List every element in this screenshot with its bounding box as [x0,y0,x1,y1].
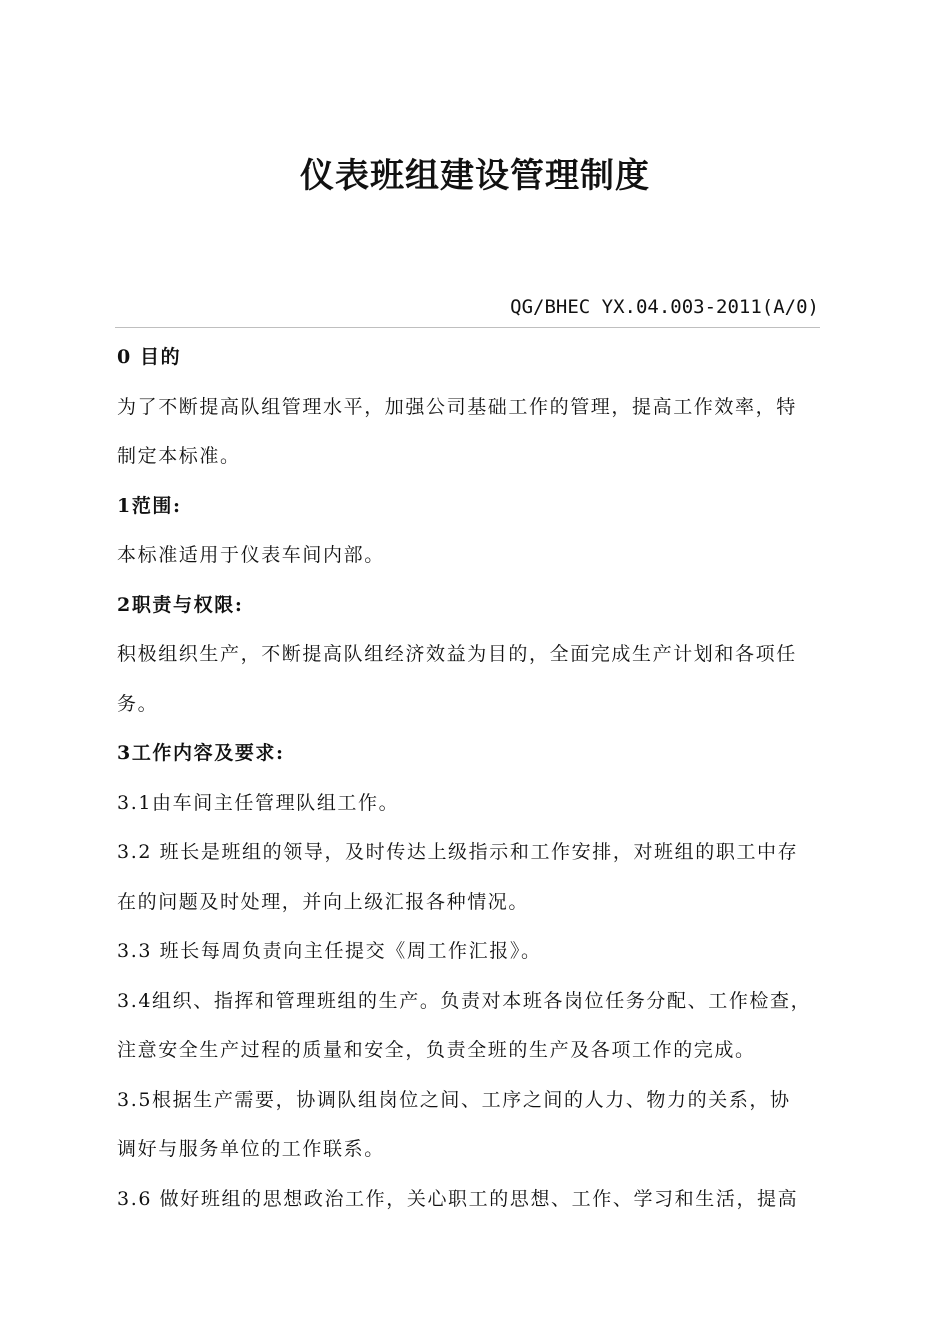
section-heading-scope: 1范围: [117,494,182,517]
paragraph-line: 为了不断提高队组管理水平，加强公司基础工作的管理，提高工作效率，特 [117,395,797,418]
document-body [117,333,877,1224]
section-heading-responsibilities: 2职责与权限: [117,593,244,616]
section-heading-purpose: 0 目的 [117,346,182,368]
clause-3-4: 3.4组织、指挥和管理班组的生产。负责对本班各岗位任务分配、工作检查， [117,989,812,1012]
clause-3-6: 3.6 做好班组的思想政治工作，关心职工的思想、工作、学习和生活，提高 [117,1187,799,1210]
clause-3-5-cont: 调好与服务单位的工作联系。 [117,1138,385,1160]
header-divider [115,327,820,328]
paragraph-line: 积极组织生产，不断提高队组经济效益为目的，全面完成生产计划和各项任 [117,643,797,665]
paragraph-line: 本标准适用于仪表车间内部。 [117,544,385,566]
clause-3-2-cont: 在的问题及时处理，并向上级汇报各种情况。 [117,890,530,913]
clause-3-2: 3.2 班长是班组的领导，及时传达上级指示和工作安排，对班组的职工中存 [117,841,799,863]
clause-3-4-cont: 注意安全生产过程的质量和安全，负责全班的生产及各项工作的完成。 [117,1039,756,1061]
section-heading-work-content: 3工作内容及要求: [117,742,285,764]
clause-3-3: 3.3 班长每周负责向主任提交《周工作汇报》。 [117,940,542,962]
document-title: 仪表班组建设管理制度 [300,156,650,196]
paragraph-line: 制定本标准。 [117,445,241,467]
clause-3-1: 3.1由车间主任管理队组工作。 [117,791,400,814]
paragraph-line: 务。 [117,692,159,715]
document-code: QG/BHEC YX.04.003-2011(A/0) [510,296,819,318]
clause-3-5: 3.5根据生产需要，协调队组岗位之间、工序之间的人力、物力的关系，协 [117,1088,791,1111]
